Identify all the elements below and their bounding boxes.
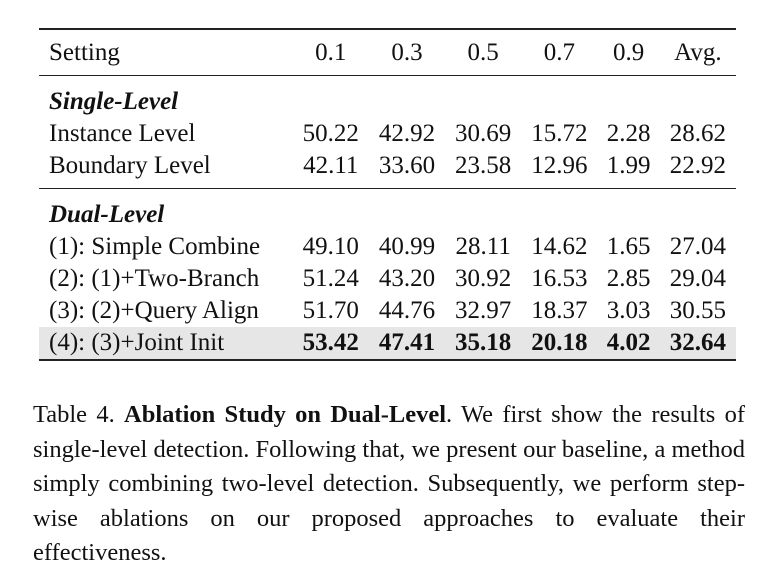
cell-value: 3.03 (606, 297, 651, 324)
cell-value: 33.60 (378, 152, 436, 179)
row-setting: (3): (2)+Query Align (49, 297, 259, 324)
cell-value: 15.72 (531, 120, 588, 147)
cell-value-best: 47.41 (369, 327, 445, 360)
cell-value: 14.62 (531, 233, 588, 260)
table-row (39, 118, 736, 150)
cell-value: 43.20 (378, 265, 436, 292)
caption-label: Table 4. (33, 401, 115, 428)
cell-value: 49.10 (302, 233, 359, 260)
column-header-0.3: 0.3 (369, 29, 445, 76)
cell-value: 42.11 (303, 152, 359, 179)
cell-value: 28.11 (455, 233, 511, 260)
cell-value: 1.99 (606, 152, 651, 179)
ablation-table-container (39, 28, 736, 361)
table-header-row (39, 29, 736, 76)
caption-title: Ablation Study on Dual-Level (124, 401, 447, 428)
cell-value: 28.62 (669, 120, 726, 147)
group-label-row (39, 76, 736, 119)
cell-value: 2.28 (606, 120, 651, 147)
cell-value: 1.65 (606, 233, 651, 260)
cell-value: 44.76 (378, 297, 436, 324)
cell-value-best: 32.64 (660, 327, 736, 360)
cell-value: 16.53 (531, 265, 588, 292)
column-header-0.7: 0.7 (521, 29, 597, 76)
cell-value: 23.58 (455, 152, 512, 179)
row-setting: (4): (3)+Joint Init (39, 327, 293, 360)
group-label-single-level: Single-Level (49, 88, 179, 115)
cell-value: 30.92 (455, 265, 512, 292)
cell-value: 29.04 (669, 265, 726, 292)
cell-value: 32.97 (455, 297, 512, 324)
cell-value: 51.70 (302, 297, 359, 324)
table-row (39, 295, 736, 327)
caption-text: . We first show the results of single-level detection. Following that, we present our baseline, a method simply combining two-level detection. Subsequently, we perform step-wise ablations on our proposed approaches to evaluate their effectiveness. (33, 401, 746, 566)
cell-value-best: 4.02 (598, 327, 660, 360)
column-header-0.5: 0.5 (445, 29, 521, 76)
cell-value-best: 35.18 (445, 327, 521, 360)
ablation-table (39, 28, 736, 361)
table-row (39, 263, 736, 295)
cell-value: 22.92 (669, 152, 726, 179)
column-header-setting: Setting (39, 29, 293, 76)
column-header-0.9: 0.9 (598, 29, 660, 76)
row-setting: Boundary Level (49, 152, 211, 179)
cell-value: 12.96 (531, 152, 588, 179)
cell-value: 2.85 (606, 265, 651, 292)
table-row (39, 150, 736, 182)
group-label-row (39, 189, 736, 232)
table-row-highlighted (39, 327, 736, 360)
cell-value: 30.55 (669, 297, 726, 324)
row-setting: (1): Simple Combine (49, 233, 261, 260)
cell-value: 50.22 (302, 120, 359, 147)
cell-value: 40.99 (378, 233, 436, 260)
table-row (39, 231, 736, 263)
cell-value: 18.37 (531, 297, 588, 324)
cell-value: 42.92 (378, 120, 436, 147)
cell-value: 27.04 (669, 233, 726, 260)
group-label-dual-level: Dual-Level (49, 201, 165, 228)
row-setting: (2): (1)+Two-Branch (49, 265, 260, 292)
row-setting: Instance Level (49, 120, 196, 147)
cell-value: 30.69 (455, 120, 512, 147)
column-header-0.1: 0.1 (293, 29, 369, 76)
cell-value-best: 20.18 (521, 327, 597, 360)
table-caption (33, 398, 745, 571)
column-header-avg: Avg. (660, 29, 736, 76)
cell-value-best: 53.42 (293, 327, 369, 360)
cell-value: 51.24 (302, 265, 359, 292)
